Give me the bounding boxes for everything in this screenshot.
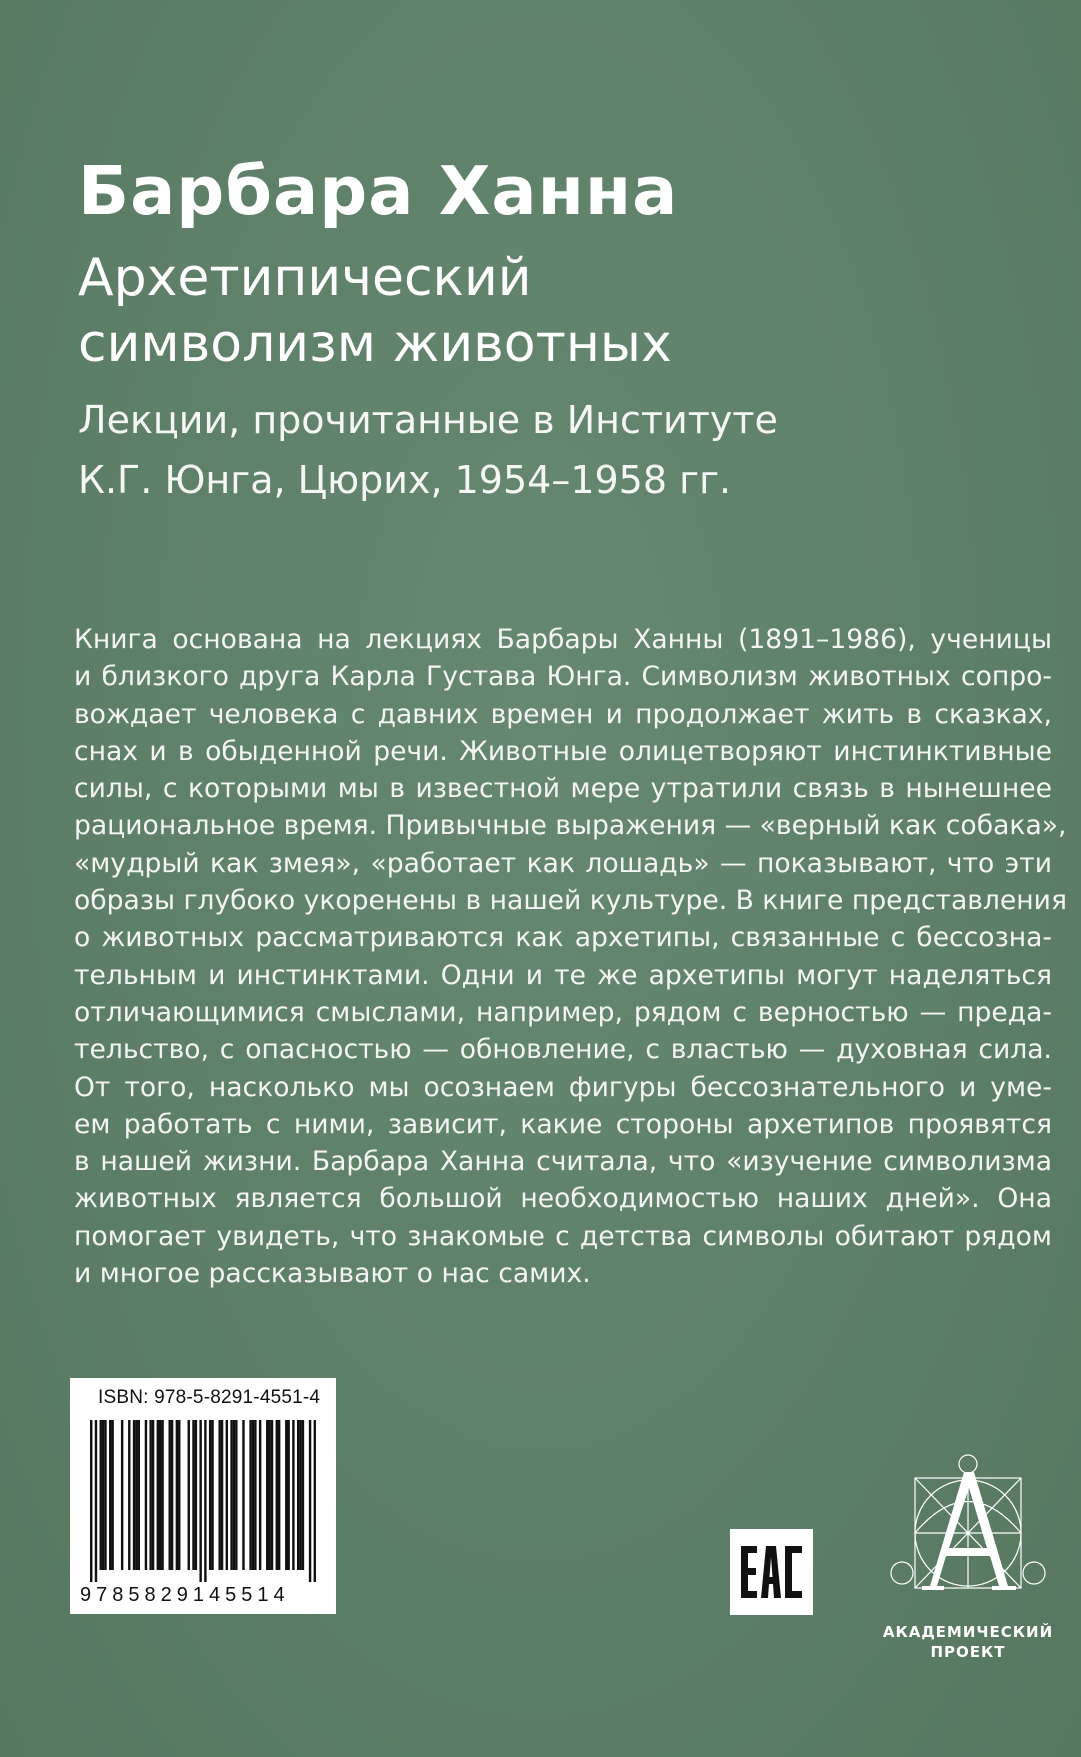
book-subtitle (78, 390, 778, 510)
barcode-bar (199, 1420, 201, 1582)
book-title-line: Архетипический (78, 248, 532, 308)
isbn-label: ISBN: 978-5-8291-4551-4 (98, 1387, 321, 1408)
book-title-line: символизм животных (78, 314, 672, 374)
barcode-bar (135, 1420, 137, 1570)
author-name: Барбара Ханна (78, 152, 679, 230)
barcode-bar (218, 1420, 220, 1570)
barcode-bar (95, 1420, 97, 1582)
barcode-bar (102, 1420, 104, 1570)
barcode-bar (157, 1420, 159, 1570)
barcode-bar (104, 1420, 106, 1570)
barcode-bar (121, 1420, 123, 1570)
description-line: в нашей жизни. Барбара Ханна считала, что «изучение символизма (74, 1146, 1052, 1178)
description-line: рациональное время. Привычные выражения — «верный как собака», (74, 810, 1067, 842)
book-subtitle-line: Лекции, прочитанные в Институте (78, 398, 778, 442)
barcode-bar (297, 1420, 299, 1570)
description-line: о животных рассматриваются как архетипы, связанные с бессозна- (74, 922, 1052, 954)
description-line: отличающимися смыслами, например, рядом с верностью — преда- (74, 996, 1052, 1028)
barcode-bar (302, 1420, 304, 1570)
barcode-bar (90, 1420, 92, 1582)
barcode-bar (230, 1420, 232, 1570)
barcode-bar (268, 1420, 270, 1570)
barcode-bar (226, 1420, 228, 1570)
barcode-bar (128, 1420, 130, 1570)
description-line: Книга основана на лекциях Барбары Ханны (1891–1986), ученицы (74, 624, 1052, 655)
barcode-bar (285, 1420, 287, 1570)
publisher-name (876, 1622, 1060, 1662)
isbn-barcode (70, 1378, 336, 1614)
barcode-bar (276, 1420, 278, 1570)
barcode-bar (192, 1420, 194, 1570)
description-line: снах и в обыденной речи. Животные олицетворяют инстинктивные (74, 735, 1052, 767)
barcode-bar (109, 1420, 111, 1570)
description-line: и многое рассказывают о нас самих. (74, 1258, 591, 1290)
barcode-bar (133, 1420, 135, 1570)
barcode-bars (90, 1420, 316, 1582)
barcode-bar (292, 1420, 294, 1570)
barcode-bar (176, 1420, 178, 1570)
barcode-bar (299, 1420, 301, 1570)
barcode-bar (287, 1420, 289, 1570)
barcode-bar (266, 1420, 268, 1570)
barcode-bar (149, 1420, 151, 1570)
description-line: силы, с которыми мы в известной мере утратили связь в нынешнее (74, 773, 1052, 805)
description-line: ем работать с ними, зависит, какие стороны архетипов проявятся (74, 1108, 1052, 1140)
publisher-name-line: ПРОЕКТ (930, 1643, 1006, 1661)
barcode-bar (204, 1420, 206, 1582)
book-title (78, 245, 672, 377)
barcode-bar (254, 1420, 256, 1570)
description-line: и близкого друга Карла Густава Юнга. Символизм животных сопро- (74, 661, 1052, 693)
barcode-bar (169, 1420, 171, 1570)
barcode-bar (271, 1420, 273, 1570)
barcode-bar (111, 1420, 113, 1570)
barcode-bar (145, 1420, 147, 1570)
barcode-bar (242, 1420, 244, 1570)
barcode-bar (188, 1420, 190, 1570)
book-subtitle-line: К.Г. Юнга, Цюрих, 1954–1958 гг. (78, 458, 732, 502)
barcode-bar (178, 1420, 180, 1570)
barcode-bar (233, 1420, 235, 1570)
description-line: «мудрый как змея», «работает как лошадь» — показывают, что эти (74, 847, 1052, 879)
book-description (74, 621, 1067, 1292)
description-line: образы глубоко укоренены в нашей культуре. В книге представления (74, 885, 1067, 917)
description-line: тельство, с опасностью — обновление, с властью — духовная сила. (74, 1034, 1052, 1066)
eac-certification-mark (730, 1529, 813, 1615)
barcode-digits: 9785829145514 (80, 1584, 290, 1606)
barcode-bar (138, 1420, 140, 1570)
barcode-bar (209, 1420, 211, 1570)
barcode-bar (171, 1420, 173, 1570)
barcode-bar (152, 1420, 154, 1570)
barcode-bar (309, 1420, 311, 1582)
barcode-bar (249, 1420, 251, 1570)
barcode-bar (195, 1420, 197, 1570)
barcode-bar (159, 1420, 161, 1570)
description-line: помогает увидеть, что знакомые с детства символы обитают рядом (74, 1220, 1052, 1252)
barcode-bar (314, 1420, 316, 1582)
description-line: тельным и инстинктами. Одни и те же архетипы могут наделяться (74, 959, 1052, 991)
barcode-bar (259, 1420, 261, 1570)
barcode-bar (235, 1420, 237, 1570)
barcode-bar (278, 1420, 280, 1570)
barcode-bar (211, 1420, 213, 1570)
barcode-bar (221, 1420, 223, 1570)
barcode-bar (252, 1420, 254, 1570)
barcode-bar (161, 1420, 163, 1570)
publisher-logo-icon (888, 1450, 1048, 1600)
description-line: животных является большой необходимостью наших дней». Она (74, 1183, 1052, 1215)
barcode-bar (100, 1420, 102, 1570)
description-line: вождает человека с давних времен и продолжает жить в сказках, (74, 698, 1052, 730)
publisher-name-line: АКАДЕМИЧЕСКИЙ (882, 1623, 1054, 1641)
description-line: От того, насколько мы осознаем фигуры бессознательного и уме- (74, 1071, 1052, 1103)
